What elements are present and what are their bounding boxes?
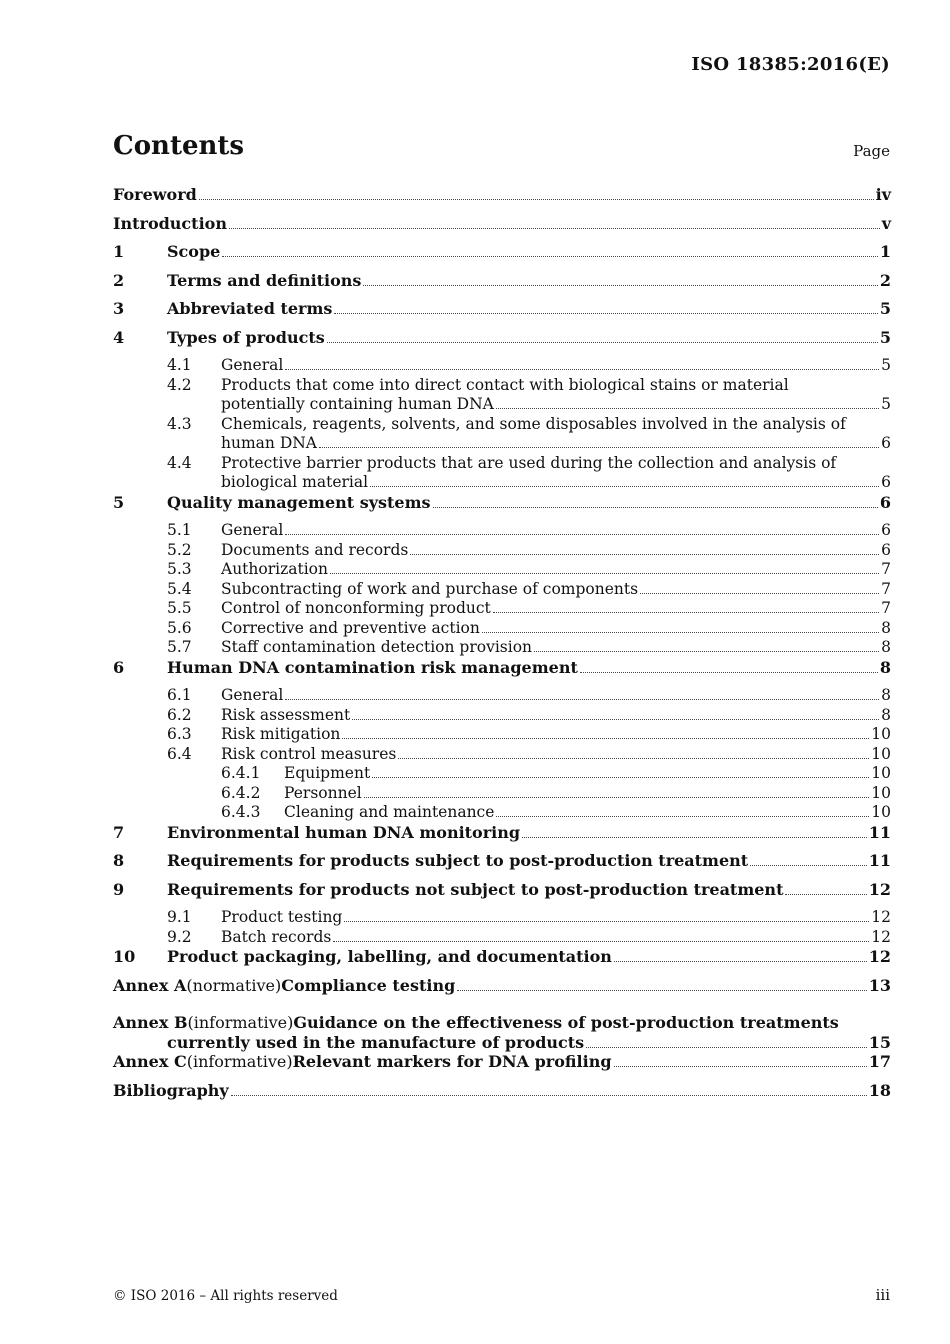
dot-leader [482,632,879,633]
dot-leader [370,486,879,487]
toc-entry-title: Quality management systems [167,492,431,512]
toc-entry-title-continued: currently used in the manufacture of products [167,1032,585,1052]
toc-entry[interactable] [113,328,891,357]
dot-leader [285,699,879,700]
toc-entry[interactable] [113,376,891,415]
toc-entry[interactable] [113,415,891,454]
toc-entry[interactable] [113,803,891,823]
toc-page-number: 7 [881,579,891,598]
dot-leader [398,758,869,759]
dot-leader [586,1047,867,1048]
dot-leader [372,777,869,778]
toc-page-number: 12 [871,908,891,926]
toc-entry-title-continued: human DNA [221,434,317,452]
dot-leader [457,990,866,991]
toc-entry[interactable] [113,851,891,880]
toc-entry-title-continued: biological material [221,473,369,491]
toc-page-number: 18 [868,1080,891,1100]
toc-entry-title: Bibliography [113,1080,229,1100]
dot-leader [342,738,869,739]
toc-entry[interactable] [113,947,891,976]
dot-leader [334,313,877,314]
toc-entry-title: Equipment [284,764,371,782]
toc-entry[interactable] [113,638,891,658]
toc-entry-number: 5.5 [167,599,192,617]
toc-page-number: 6 [881,473,891,491]
toc-page-number: 8 [881,638,891,656]
toc-entry-title: Relevant markers for DNA profiling [292,1052,612,1071]
toc-entry[interactable] [113,764,891,784]
toc-entry[interactable] [113,745,891,765]
dot-leader [433,507,878,508]
toc-entry-number: 9 [113,879,125,899]
dot-leader [785,894,866,895]
toc-entry-number: 6.4 [167,744,192,763]
dot-leader [319,447,879,448]
toc-entry-title: Product packaging, labelling, and documentation [167,947,612,966]
toc-entry-title: General [221,356,284,374]
dot-leader [344,921,869,922]
toc-page-number: 15 [868,1032,891,1052]
dot-leader [333,941,869,942]
toc-entry-title: Authorization [221,560,328,578]
toc-page-number: 6 [881,434,891,452]
toc-page-number: 13 [868,975,891,995]
toc-entry-title: Product testing [221,908,343,926]
toc-page-number: 8 [879,657,891,677]
toc-entry-number: 6.4.2 [221,783,261,802]
toc-entry-number: 6.4.1 [221,764,261,782]
toc-entry[interactable] [113,976,891,1005]
toc-entry-number: 1 [113,242,125,261]
toc-entry[interactable] [113,880,891,909]
toc-entry[interactable] [113,214,891,243]
toc-entry-title: Environmental human DNA monitoring [167,822,521,842]
toc-page-number: 7 [881,599,891,617]
dot-leader [614,961,867,962]
toc-entry-number: 5.2 [167,540,192,559]
toc-page-number: 6 [881,521,891,539]
toc-page-number: 12 [868,947,891,966]
dot-leader [352,719,879,720]
dot-leader [327,342,878,343]
toc-entry-title: Abbreviated terms [167,299,333,318]
toc-page-number: 5 [879,299,891,318]
toc-entry-number: 5.7 [167,638,192,656]
annex-kind: (informative) [187,1013,294,1032]
toc-entry-number: 6.2 [167,705,192,724]
toc-entry[interactable] [113,271,891,300]
toc-entry[interactable] [113,299,891,328]
toc-entry[interactable] [113,454,891,493]
toc-page-number: 8 [881,705,891,724]
toc-entry[interactable] [113,1081,891,1110]
toc-entry[interactable] [113,185,891,214]
toc-entry[interactable] [113,706,891,726]
toc-entry[interactable] [113,784,891,804]
toc-entry-title-continued: potentially containing human DNA [221,395,494,413]
toc-entry[interactable] [113,356,891,376]
toc-entry-title: Scope [167,242,221,261]
toc-page-number: 6 [879,492,891,512]
toc-entry-number: 4 [113,327,125,347]
toc-page-number: 7 [881,560,891,578]
toc-entry[interactable] [113,619,891,639]
toc-entry-title: Staff contamination detection provision [221,638,533,656]
toc-entry-number: 4.4 [167,453,192,472]
toc-page-number: 5 [879,327,891,347]
annex-label: Annex B [113,1013,188,1032]
toc-entry-title: Requirements for products not subject to post-production treatment [167,879,784,899]
dot-leader [229,228,880,229]
toc-entry-number: 8 [113,851,125,870]
toc-entry-number: 9.2 [167,927,192,946]
toc-page-number: v [881,213,891,233]
dot-leader [614,1066,867,1067]
toc-entry-number: 5.3 [167,560,192,578]
toc-entry-number: 5 [113,492,125,512]
toc-page-number: 1 [879,242,891,261]
document-id: ISO 18385:2016(E) [691,54,890,75]
toc-entry-number: 2 [113,270,125,290]
dot-leader [496,408,879,409]
toc-entry-title: Subcontracting of work and purchase of components [221,579,639,598]
toc-entry-title: Batch records [221,927,332,946]
toc-page-number: 8 [881,618,891,637]
toc-entry-title: Types of products [167,327,325,347]
toc-entry-number: 10 [113,947,136,966]
toc-entry-title: Control of nonconforming product [221,599,491,617]
dot-leader [364,797,870,798]
toc-page-number: 12 [868,879,891,899]
toc-entry-title: Requirements for products subject to post-production treatment [167,851,749,870]
toc-entry-title: General [221,521,284,539]
dot-leader [199,199,874,200]
toc-entry-number: 7 [113,822,125,842]
toc-entry[interactable] [113,1004,891,1052]
dot-leader [493,612,879,613]
toc-page-number: 17 [868,1052,891,1071]
page-column-label: Page [853,142,890,160]
toc-entry-number: 5.1 [167,521,192,539]
toc-entry-title: Products that come into direct contact with biological stains or material [221,375,789,394]
toc-page-number: 12 [871,927,891,946]
toc-page-number: 5 [881,395,891,413]
toc-page-number: 2 [879,270,891,290]
toc-entry[interactable] [113,541,891,561]
toc-entry[interactable] [113,580,891,600]
toc-entry-number: 6.1 [167,686,192,704]
dot-leader [522,837,867,838]
page-number: iii [875,1286,890,1304]
toc-entry[interactable] [113,1052,891,1081]
toc-entry-title: General [221,686,284,704]
dot-leader [750,865,867,866]
table-of-contents [113,185,891,1109]
dot-leader [363,285,877,286]
toc-entry[interactable] [113,908,891,928]
toc-entry-title: Corrective and preventive action [221,618,480,637]
dot-leader [231,1095,867,1096]
annex-kind: (informative) [186,1052,293,1071]
dot-leader [580,672,878,673]
toc-entry-number: 5.4 [167,579,192,598]
toc-page-number: 6 [881,540,891,559]
toc-page-number: 11 [868,851,891,870]
annex-label: Annex C [113,1052,187,1071]
toc-entry-title: Documents and records [221,540,409,559]
toc-entry-number: 9.1 [167,908,192,926]
dot-leader [222,256,878,257]
contents-title: Contents [113,131,245,161]
toc-entry[interactable] [113,823,891,852]
toc-entry[interactable] [113,242,891,271]
toc-page-number: 10 [871,803,891,821]
dot-leader [285,534,879,535]
toc-entry-title: Risk mitigation [221,725,341,743]
toc-page-number: 10 [871,783,891,802]
toc-page-number: 8 [881,686,891,704]
toc-entry-number: 4.3 [167,414,192,433]
toc-entry[interactable] [113,658,891,687]
toc-entry-title: Foreword [113,185,197,204]
toc-page-number: 10 [871,744,891,763]
toc-entry-title: Terms and definitions [167,270,362,290]
toc-entry-number: 3 [113,299,125,318]
toc-entry-title: Personnel [284,783,362,802]
toc-entry-number: 5.6 [167,618,192,637]
toc-page-number: 11 [868,822,891,842]
toc-entry-number: 6 [113,657,125,677]
annex-kind: (normative) [186,975,282,995]
dot-leader [640,593,879,594]
copyright-notice: © ISO 2016 – All rights reserved [113,1288,338,1304]
toc-page-number: 5 [881,356,891,374]
toc-entry-title: Cleaning and maintenance [284,803,495,821]
toc-entry-title: Risk assessment [221,705,351,724]
toc-entry-title: Guidance on the effectiveness of post-production treatments [293,1013,839,1032]
toc-entry[interactable] [113,560,891,580]
toc-page-number: 10 [871,764,891,782]
toc-entry[interactable] [113,599,891,619]
toc-entry[interactable] [113,521,891,541]
toc-entry[interactable] [113,686,891,706]
toc-entry-title: Chemicals, reagents, solvents, and some disposables involved in the analysis of [221,414,846,433]
toc-entry-number: 6.4.3 [221,803,261,821]
annex-label: Annex A [113,975,187,995]
toc-page-number: 10 [871,725,891,743]
dot-leader [534,651,879,652]
toc-entry-title: Protective barrier products that are used during the collection and analysis of [221,453,837,472]
toc-entry-title: Human DNA contamination risk management [167,657,578,677]
dot-leader [285,369,879,370]
dot-leader [330,573,879,574]
toc-entry-number: 6.3 [167,725,192,743]
toc-entry-title: Risk control measures [221,744,397,763]
dot-leader [410,554,879,555]
toc-entry-title: Compliance testing [281,975,456,995]
toc-entry-title: Introduction [113,213,227,233]
toc-entry[interactable] [113,725,891,745]
toc-entry[interactable] [113,928,891,948]
toc-page-number: iv [875,185,891,204]
toc-entry-number: 4.2 [167,375,192,394]
toc-entry[interactable] [113,493,891,522]
toc-entry-number: 4.1 [167,356,192,374]
dot-leader [496,816,869,817]
